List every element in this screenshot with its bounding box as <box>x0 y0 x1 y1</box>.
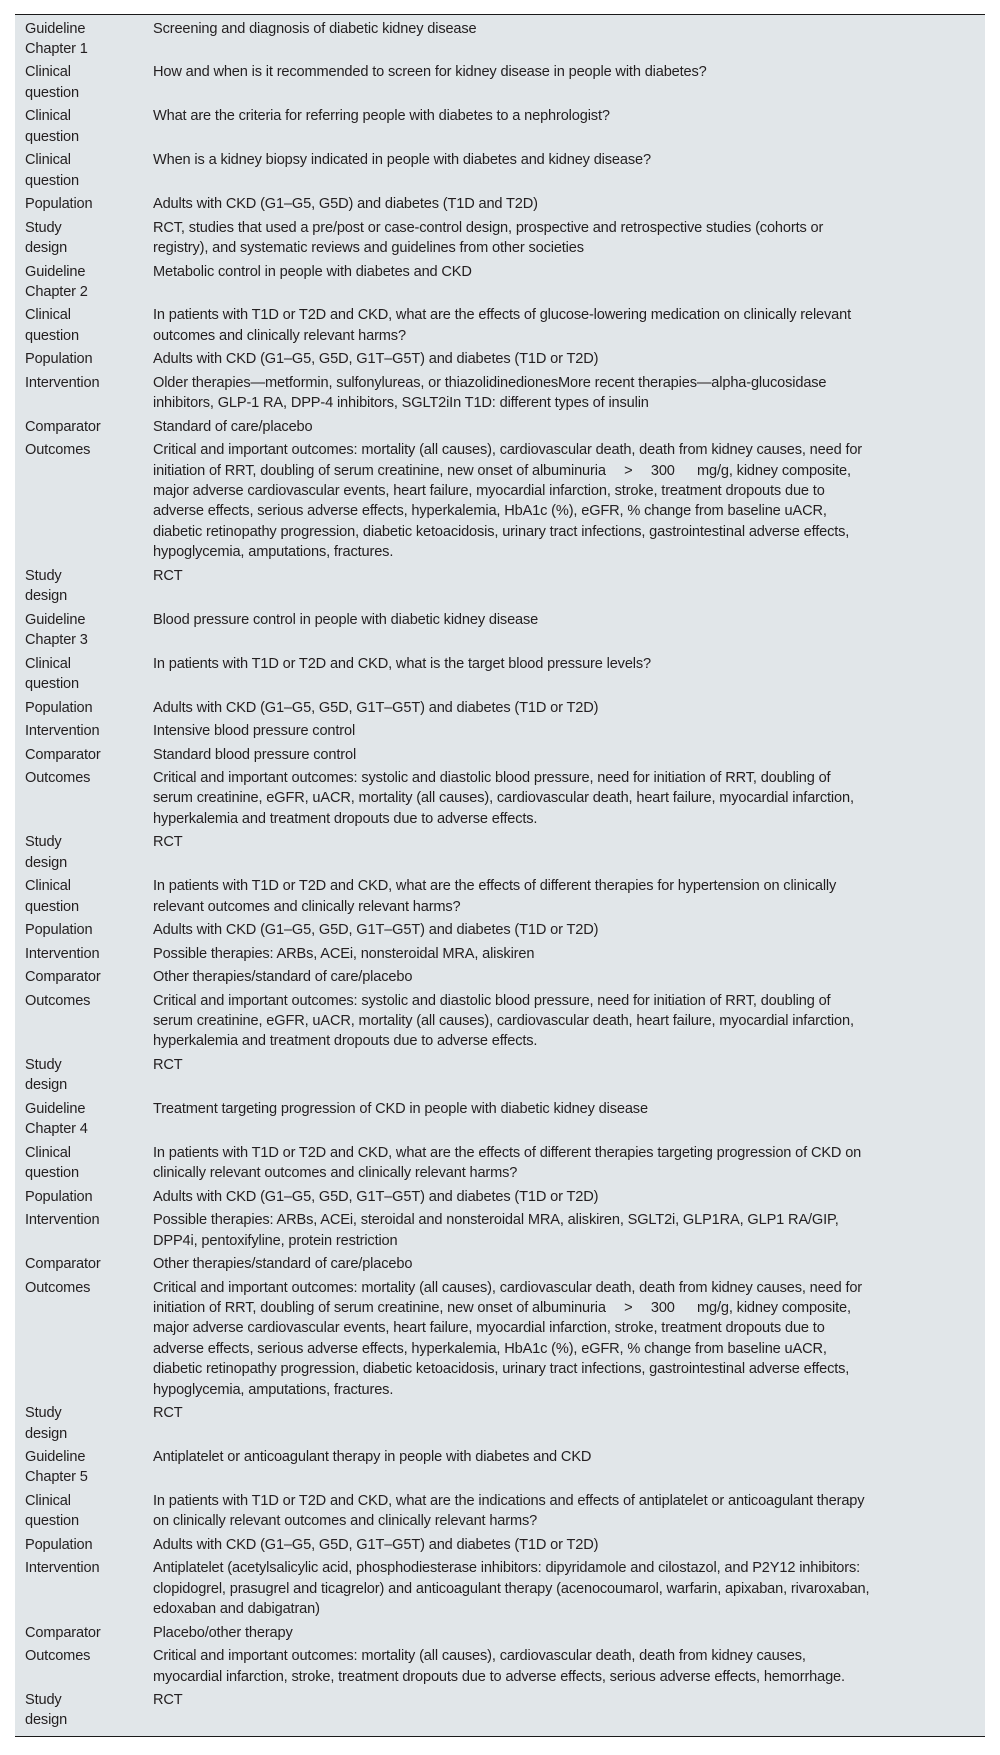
row-label <box>15 1557 153 1621</box>
row-label-line: Outcomes <box>25 1279 91 1296</box>
row-value <box>153 61 985 105</box>
table-row <box>15 1141 985 1185</box>
row-value <box>153 942 985 966</box>
table-row <box>15 304 985 348</box>
row-value-line: initiation of RRT, doubling of serum creatinine, new onset of albuminuria > 300 mg/g, kidney composite, <box>153 1299 851 1316</box>
table-row <box>15 564 985 608</box>
row-label <box>15 1141 153 1185</box>
row-value-line: registry), and systematic reviews and guidelines from other societies <box>153 240 584 257</box>
row-label <box>15 193 153 217</box>
row-label-line: Guideline <box>25 611 86 628</box>
row-value-line: DPP4i, pentoxifyline, protein restriction <box>153 1232 398 1249</box>
table-row <box>15 696 985 720</box>
row-value-line: Older therapies—metformin, sulfonylureas, or thiazolidinedionesMore recent therapies—alpha-glucosidase <box>153 374 827 391</box>
row-value <box>153 1185 985 1209</box>
row-label <box>15 260 153 304</box>
table-row <box>15 767 985 831</box>
row-label <box>15 989 153 1053</box>
row-value <box>153 743 985 767</box>
row-label <box>15 1209 153 1253</box>
row-value-line: Screening and diagnosis of diabetic kidney disease <box>153 20 477 37</box>
table-row <box>15 1253 985 1277</box>
row-label-line: Clinical <box>25 307 71 324</box>
row-label-line: Chapter 1 <box>25 40 88 57</box>
table-row <box>15 942 985 966</box>
row-value-line: In patients with T1D or T2D and CKD, what are the effects of glucose-lowering medication on clinically relevant <box>153 307 851 324</box>
table-row <box>15 61 985 105</box>
row-value-line: hypoglycemia, amputations, fractures. <box>153 544 394 561</box>
row-value <box>153 1402 985 1446</box>
row-value-line: Standard blood pressure control <box>153 746 357 763</box>
row-label <box>15 1621 153 1645</box>
row-label <box>15 415 153 439</box>
row-value-line: outcomes and clinically relevant harms? <box>153 327 406 344</box>
row-label-line: Population <box>25 1536 93 1553</box>
row-value-line: Antiplatelet (acetylsalicylic acid, phosphodiesterase inhibitors: dipyridamole and cilostazol, and P2Y12 inhibitors: <box>153 1560 861 1577</box>
row-value-line: inhibitors, GLP-1 RA, DPP-4 inhibitors, SGLT2iIn T1D: different types of insulin <box>153 395 649 412</box>
row-value-line: How and when is it recommended to screen for kidney disease in people with diabetes? <box>153 64 707 81</box>
pico-table <box>15 14 985 1737</box>
table-row <box>15 371 985 415</box>
row-label-line: question <box>25 327 79 344</box>
row-value-line: adverse effects, serious adverse effects, hyperkalemia, HbA1c (%), eGFR, % change from baseline uACR, <box>153 1340 827 1357</box>
row-value-line: Adults with CKD (G1–G5, G5D) and diabetes (T1D and T2D) <box>153 196 538 213</box>
table-row <box>15 415 985 439</box>
row-value-line: In patients with T1D or T2D and CKD, what are the effects of different therapies for hypertension on clinically <box>153 878 837 895</box>
row-value-line: edoxaban and dabigatran) <box>153 1601 320 1618</box>
table-row <box>15 1689 985 1733</box>
row-value <box>153 1689 985 1733</box>
table-row <box>15 17 985 61</box>
row-value-line: Possible therapies: ARBs, ACEi, nonsteroidal MRA, aliskiren <box>153 945 535 962</box>
row-value-line: Other therapies/standard of care/placebo <box>153 969 413 986</box>
row-label-line: design <box>25 1425 68 1442</box>
table-row <box>15 348 985 372</box>
row-value-line: Treatment targeting progression of CKD in people with diabetic kidney disease <box>153 1100 648 1117</box>
row-label-line: Clinical <box>25 655 71 672</box>
row-label <box>15 1185 153 1209</box>
table-row <box>15 439 985 565</box>
row-value-line: RCT <box>153 1056 183 1073</box>
row-value <box>153 1446 985 1490</box>
table-row <box>15 1276 985 1402</box>
row-value <box>153 696 985 720</box>
row-value-line: RCT <box>153 1692 183 1709</box>
row-value-line: myocardial infarction, stroke, treatment dropouts due to adverse effects, serious adverse effects, hemorrhage. <box>153 1668 845 1685</box>
row-value <box>153 1209 985 1253</box>
table-row <box>15 1533 985 1557</box>
table-row <box>15 105 985 149</box>
row-label <box>15 1253 153 1277</box>
row-label-line: Population <box>25 699 93 716</box>
table-row <box>15 1621 985 1645</box>
row-label <box>15 652 153 696</box>
row-label-line: Intervention <box>25 374 100 391</box>
row-label-line: Comparator <box>25 969 101 986</box>
row-value-line: Critical and important outcomes: mortality (all causes), cardiovascular death, death from kidney causes, need for <box>153 442 863 459</box>
row-label-line: Clinical <box>25 152 71 169</box>
row-value-line: hyperkalemia and treatment dropouts due to adverse effects. <box>153 810 538 827</box>
row-label <box>15 564 153 608</box>
row-value <box>153 767 985 831</box>
row-value <box>153 608 985 652</box>
row-label <box>15 348 153 372</box>
row-label <box>15 1276 153 1402</box>
row-value <box>153 966 985 990</box>
row-label-line: question <box>25 1165 79 1182</box>
row-value-line: Possible therapies: ARBs, ACEi, steroidal and nonsteroidal MRA, aliskiren, SGLT2i, GLP1RA, GLP1 RA/GIP, <box>153 1212 839 1229</box>
row-value-line: Metabolic control in people with diabetes and CKD <box>153 263 472 280</box>
row-value-line: hypoglycemia, amputations, fractures. <box>153 1381 394 1398</box>
row-label-line: Intervention <box>25 1212 100 1229</box>
row-label <box>15 875 153 919</box>
row-label <box>15 1446 153 1490</box>
table-row <box>15 966 985 990</box>
table-row <box>15 875 985 919</box>
row-label-line: Comparator <box>25 746 101 763</box>
row-label-line: Intervention <box>25 723 100 739</box>
row-label-line: question <box>25 1513 79 1530</box>
table-row <box>15 1053 985 1097</box>
row-label-line: Population <box>25 351 93 368</box>
row-value-line: In patients with T1D or T2D and CKD, what is the target blood pressure levels? <box>153 655 651 672</box>
row-label-line: Clinical <box>25 1492 71 1509</box>
row-label-line: Study <box>25 219 62 236</box>
row-label-line: Study <box>25 1405 62 1422</box>
table-row <box>15 919 985 943</box>
row-label <box>15 149 153 193</box>
row-value-line: Adults with CKD (G1–G5, G5D, G1T–G5T) and diabetes (T1D or T2D) <box>153 1188 599 1205</box>
table-row <box>15 720 985 744</box>
row-value-line: Blood pressure control in people with diabetic kidney disease <box>153 611 539 628</box>
row-label-line: Outcomes <box>25 1648 91 1665</box>
table-row <box>15 193 985 217</box>
row-label <box>15 743 153 767</box>
row-value-line: serum creatinine, eGFR, uACR, mortality (all causes), cardiovascular death, heart failure, myocardial infarction, <box>153 790 854 807</box>
row-value-line: Critical and important outcomes: systolic and diastolic blood pressure, need for initiation of RRT, doubling of <box>153 992 831 1009</box>
row-value <box>153 1533 985 1557</box>
table-row <box>15 1402 985 1446</box>
table-row <box>15 1446 985 1490</box>
row-value-line: Other therapies/standard of care/placebo <box>153 1256 413 1273</box>
row-value-line: major adverse cardiovascular events, heart failure, myocardial infarction, stroke, treatment dropouts due to <box>153 1320 825 1337</box>
row-label <box>15 17 153 61</box>
row-label <box>15 1489 153 1533</box>
row-value <box>153 439 985 565</box>
row-value <box>153 1253 985 1277</box>
row-value-line: diabetic retinopathy progression, diabetic ketoacidosis, urinary tract infections, gastrointestinal adverse effects, <box>153 523 850 540</box>
row-value <box>153 415 985 439</box>
row-value <box>153 564 985 608</box>
row-value <box>153 831 985 875</box>
row-value-line: RCT <box>153 834 183 851</box>
row-label <box>15 696 153 720</box>
row-label-line: Guideline <box>25 263 86 280</box>
table-row <box>15 1557 985 1621</box>
table-row <box>15 989 985 1053</box>
row-label <box>15 919 153 943</box>
row-label-line: question <box>25 898 79 915</box>
row-label-line: Guideline <box>25 20 86 37</box>
row-label <box>15 942 153 966</box>
row-label-line: Study <box>25 567 62 584</box>
row-label-line: Outcomes <box>25 442 91 459</box>
row-label-line: question <box>25 84 79 101</box>
row-value-line: What are the criteria for referring people with diabetes to a nephrologist? <box>153 108 610 125</box>
row-label-line: Population <box>25 196 93 213</box>
row-value-line: hyperkalemia and treatment dropouts due to adverse effects. <box>153 1033 538 1050</box>
row-label-line: Comparator <box>25 1624 101 1641</box>
row-value <box>153 919 985 943</box>
row-label-line: question <box>25 676 79 692</box>
row-value <box>153 371 985 415</box>
row-value-line: initiation of RRT, doubling of serum creatinine, new onset of albuminuria > 300 mg/g, kidney composite, <box>153 462 851 479</box>
row-label-line: design <box>25 588 68 605</box>
row-label-line: Chapter 5 <box>25 1469 88 1486</box>
row-value-line: Antiplatelet or anticoagulant therapy in people with diabetes and CKD <box>153 1449 592 1465</box>
row-value-line: Critical and important outcomes: mortality (all causes), cardiovascular death, death from kidney causes, <box>153 1648 806 1665</box>
row-label-line: question <box>25 128 79 145</box>
row-label <box>15 1689 153 1733</box>
row-label-line: Clinical <box>25 108 71 125</box>
row-value <box>153 105 985 149</box>
row-value <box>153 1645 985 1689</box>
row-label <box>15 439 153 565</box>
row-label <box>15 216 153 260</box>
row-value <box>153 1557 985 1621</box>
row-value <box>153 875 985 919</box>
row-value <box>153 1276 985 1402</box>
table-row <box>15 1097 985 1141</box>
row-label <box>15 1097 153 1141</box>
row-label-line: Outcomes <box>25 770 91 786</box>
row-value <box>153 1097 985 1141</box>
table-row <box>15 743 985 767</box>
table-row <box>15 652 985 696</box>
table-row <box>15 831 985 875</box>
table-row <box>15 608 985 652</box>
row-label-line: Population <box>25 922 93 939</box>
row-label-line: Chapter 2 <box>25 283 88 300</box>
row-label-line: Population <box>25 1188 93 1205</box>
row-label-line: Intervention <box>25 1560 100 1577</box>
row-value-line: RCT <box>153 567 183 584</box>
row-label-line: Comparator <box>25 418 101 435</box>
row-label-line: Study <box>25 834 62 851</box>
row-label <box>15 61 153 105</box>
row-value-line: clopidogrel, prasugrel and ticagrelor) and anticoagulant therapy (acenocoumarol, warfarin, apixaban, rivaroxaban, <box>153 1580 870 1597</box>
table-row <box>15 216 985 260</box>
row-value-line: RCT <box>153 1405 183 1422</box>
row-value-line: diabetic retinopathy progression, diabetic ketoacidosis, urinary tract infections, gastrointestinal adverse effects, <box>153 1361 850 1378</box>
table-row <box>15 1489 985 1533</box>
row-value-line: When is a kidney biopsy indicated in people with diabetes and kidney disease? <box>153 152 651 169</box>
table-row <box>15 149 985 193</box>
row-value <box>153 652 985 696</box>
row-label-line: Outcomes <box>25 992 91 1009</box>
row-value-line: serum creatinine, eGFR, uACR, mortality (all causes), cardiovascular death, heart failure, myocardial infarction, <box>153 1013 854 1030</box>
table-row <box>15 1209 985 1253</box>
row-label <box>15 1645 153 1689</box>
row-label-line: Study <box>25 1056 62 1073</box>
row-value <box>153 1489 985 1533</box>
table-row <box>15 1185 985 1209</box>
row-value <box>153 193 985 217</box>
row-value <box>153 1621 985 1645</box>
row-value-line: clinically relevant outcomes and clinically relevant harms? <box>153 1165 518 1182</box>
row-label <box>15 720 153 744</box>
row-value-line: In patients with T1D or T2D and CKD, what are the effects of different therapies targeting progression of CKD on <box>153 1144 862 1161</box>
row-label-line: Clinical <box>25 1144 71 1161</box>
row-label-line: question <box>25 172 79 189</box>
row-value <box>153 348 985 372</box>
row-label-line: Clinical <box>25 878 71 895</box>
row-value-line: Adults with CKD (G1–G5, G5D, G1T–G5T) and diabetes (T1D or T2D) <box>153 922 599 939</box>
row-value-line: Critical and important outcomes: systolic and diastolic blood pressure, need for initiation of RRT, doubling of <box>153 770 831 786</box>
row-value <box>153 1141 985 1185</box>
row-value-line: RCT, studies that used a pre/post or case-control design, prospective and retrospective studies (cohorts or <box>153 219 824 236</box>
row-label <box>15 1533 153 1557</box>
row-label-line: Clinical <box>25 64 71 81</box>
row-value <box>153 149 985 193</box>
row-value-line: In patients with T1D or T2D and CKD, what are the indications and effects of antiplatelet or anticoagulant therapy <box>153 1492 865 1509</box>
row-label-line: design <box>25 854 68 871</box>
row-label-line: Guideline <box>25 1449 86 1465</box>
row-label-line: design <box>25 1712 68 1729</box>
row-label <box>15 105 153 149</box>
row-value-line: relevant outcomes and clinically relevant harms? <box>153 898 461 915</box>
row-label <box>15 831 153 875</box>
row-value-line: Critical and important outcomes: mortality (all causes), cardiovascular death, death from kidney causes, need for <box>153 1279 863 1296</box>
row-value <box>153 989 985 1053</box>
row-label-line: Intervention <box>25 945 100 962</box>
row-label-line: Chapter 4 <box>25 1121 88 1138</box>
row-label <box>15 767 153 831</box>
row-value-line: on clinically relevant outcomes and clinically relevant harms? <box>153 1513 538 1530</box>
row-value-line: Adults with CKD (G1–G5, G5D, G1T–G5T) and diabetes (T1D or T2D) <box>153 1536 599 1553</box>
row-label-line: Chapter 3 <box>25 632 88 649</box>
row-value <box>153 260 985 304</box>
row-value <box>153 720 985 744</box>
row-value-line: Standard of care/placebo <box>153 418 313 435</box>
row-value <box>153 216 985 260</box>
row-value-line: adverse effects, serious adverse effects, hyperkalemia, HbA1c (%), eGFR, % change from baseline uACR, <box>153 503 827 520</box>
pico-table-grid <box>15 17 985 1732</box>
row-label-line: design <box>25 1077 68 1094</box>
row-label <box>15 1053 153 1097</box>
row-value-line: Placebo/other therapy <box>153 1624 293 1641</box>
table-row <box>15 1645 985 1689</box>
row-label <box>15 304 153 348</box>
row-label-line: design <box>25 240 68 257</box>
row-label <box>15 608 153 652</box>
table-row <box>15 260 985 304</box>
row-value <box>153 304 985 348</box>
row-value-line: Intensive blood pressure control <box>153 723 356 739</box>
row-value <box>153 17 985 61</box>
row-label <box>15 1402 153 1446</box>
row-label-line: Guideline <box>25 1100 86 1117</box>
row-label-line: Study <box>25 1692 62 1709</box>
row-label-line: Comparator <box>25 1256 101 1273</box>
row-value <box>153 1053 985 1097</box>
row-label <box>15 966 153 990</box>
row-label <box>15 371 153 415</box>
row-value-line: Adults with CKD (G1–G5, G5D, G1T–G5T) and diabetes (T1D or T2D) <box>153 351 599 368</box>
table-body <box>15 17 985 1732</box>
row-value-line: major adverse cardiovascular events, heart failure, myocardial infarction, stroke, treatment dropouts due to <box>153 483 825 500</box>
row-value-line: Adults with CKD (G1–G5, G5D, G1T–G5T) and diabetes (T1D or T2D) <box>153 699 599 716</box>
